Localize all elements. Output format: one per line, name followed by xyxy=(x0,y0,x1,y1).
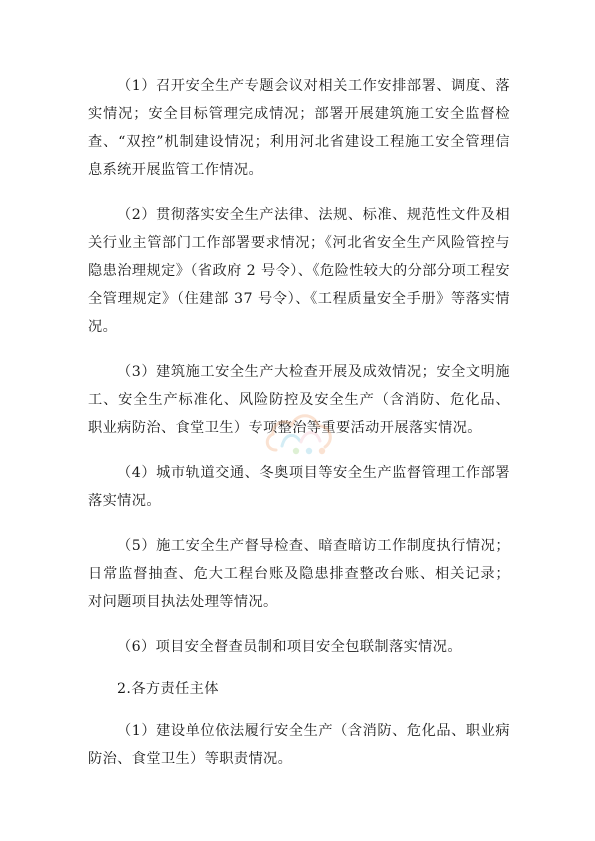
paragraph-1: （1）召开安全生产专题会议对相关工作安排部署、调度、落实情况；安全目标管理完成情况；部署开展建筑施工安全监督检查、“双控”机制建设情况；利用河北省建设工程施工安全管理信息系统开展监管工作情况。 xyxy=(88,78,510,178)
paragraph-3: （3）建筑施工安全生产大检查开展及成效情况；安全文明施工、安全生产标准化、风险防控及安全生产（含消防、危化品、职业病防治、食堂卫生）专项整治等重要活动开展落实情况。 xyxy=(88,364,510,436)
paragraph-5: （5）施工安全生产督导检查、暗查暗访工作制度执行情况；日常监督抽查、危大工程台账及隐患排查整改台账、相关记录；对问题项目执法处理等情况。 xyxy=(88,538,510,610)
paragraph-2: （2）贯彻落实安全生产法律、法规、标准、规范性文件及相关行业主管部门工作部署要求情况；《河北省安全生产风险管控与隐患治理规定》（省政府 2 号令）、《危险性较大的分部分项工程安全管理规定》（住建部 37 号令）、《工程质量安全手册》等落实情况。 xyxy=(88,207,510,335)
paragraph-4: （4）城市轨道交通、冬奥项目等安全生产监督管理工作部署落实情况。 xyxy=(88,465,510,509)
section-heading: 2.各方责任主体 xyxy=(117,681,219,697)
paragraph-6: （6）项目安全督查员制和项目安全包联制落实情况。 xyxy=(117,639,462,655)
document-body xyxy=(88,72,510,790)
paragraph-7: （1）建设单位依法履行安全生产（含消防、危化品、职业病防治、食堂卫生）等职责情况。 xyxy=(88,723,510,767)
